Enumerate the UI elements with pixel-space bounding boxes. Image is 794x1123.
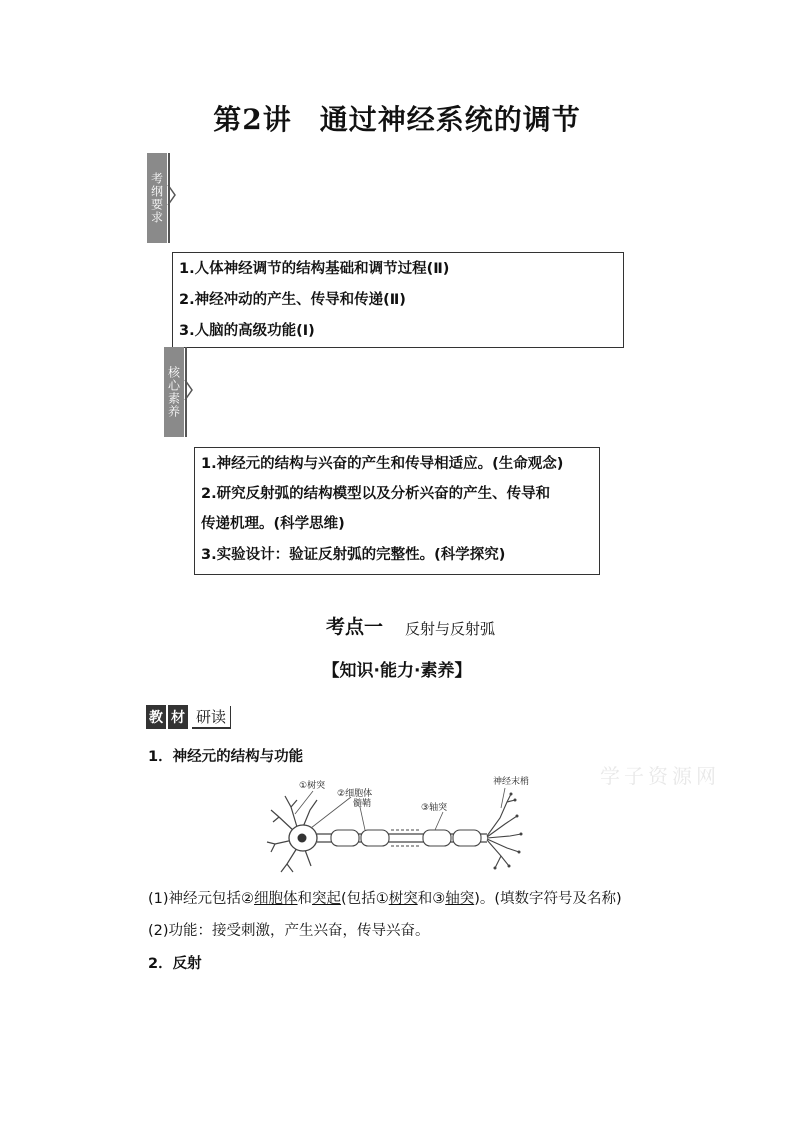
- answer-axon: 轴突: [445, 891, 475, 907]
- label-terminal: 神经末梢: [493, 777, 530, 787]
- text-segment: (包括①: [341, 891, 389, 907]
- neuron-function-text: (2)功能：接受刺激，产生兴奋，传导兴奋。: [148, 923, 430, 939]
- label-axon: ③轴突: [421, 803, 448, 813]
- page-title: [0, 98, 794, 138]
- label-lines: [295, 788, 505, 830]
- watermark: 学子资源网: [600, 764, 720, 788]
- kaogang-chevron-icon: [168, 185, 178, 205]
- neuron-diagram: [265, 772, 530, 880]
- heading-reflex: 2．反射: [148, 956, 202, 972]
- kaodian-heading: [320, 612, 495, 639]
- kaogang-box: [172, 252, 624, 348]
- tag-char-2: 材: [168, 705, 188, 729]
- nerve-terminals: [487, 794, 521, 868]
- text-segment: )。(填数字符号及名称): [474, 891, 622, 907]
- answer-dendrite: 树突: [388, 891, 418, 907]
- axon-gap: [391, 830, 421, 846]
- kaodian-label: 考点一: [320, 612, 389, 639]
- hexin-item: 传递机理。(科学思维): [201, 516, 345, 532]
- hexin-box: [194, 447, 600, 575]
- kaogang-item: 2.神经冲动的产生、传导和传递(Ⅱ): [179, 292, 406, 308]
- hexin-tab: 核心素养: [164, 347, 184, 437]
- kaogang-item: 3.人脑的高级功能(Ⅰ): [179, 323, 315, 339]
- kaogang-item: 1.人体神经调节的结构基础和调节过程(Ⅱ): [179, 261, 450, 277]
- kaogang-tab: 考纲要求: [147, 153, 167, 243]
- label-sheath: 髓鞘: [353, 799, 372, 809]
- kaodian-topic: 反射与反射弧: [405, 619, 496, 638]
- section-header: 【知识·能力·素养】: [322, 661, 472, 681]
- neuron-components-text: [148, 887, 622, 908]
- myelin-sheath: [331, 830, 481, 846]
- terminal-knobs: [494, 793, 523, 870]
- hexin-item: 1.神经元的结构与兴奋的产生和传导相适应。(生命观念): [201, 456, 564, 472]
- tag-char-3: 研读: [192, 706, 231, 729]
- label-dendrite: ①树突: [299, 781, 326, 791]
- hexin-item: 3.实验设计：验证反射弧的完整性。(科学探究): [201, 547, 506, 563]
- tag-char-1: 教: [146, 705, 166, 729]
- text-segment: 和③: [417, 891, 446, 907]
- text-segment: (1)神经元包括②: [148, 891, 255, 907]
- answer-process: 突起: [312, 891, 342, 907]
- answer-cellbody: 细胞体: [254, 891, 298, 907]
- hexin-item: 2.研究反射弧的结构模型以及分析兴奋的产生、传导和: [201, 486, 551, 502]
- hexin-chevron-icon: [185, 380, 195, 400]
- heading-neuron: 1．神经元的结构与功能: [148, 749, 304, 765]
- lecture-number: 第2讲: [213, 103, 292, 136]
- label-cellbody: ②细胞体: [337, 789, 373, 799]
- nucleus: [298, 834, 307, 843]
- lecture-subject: 通过神经系统的调节: [319, 103, 581, 136]
- text-segment: 和: [297, 891, 313, 907]
- jiaocai-tag: [146, 705, 231, 729]
